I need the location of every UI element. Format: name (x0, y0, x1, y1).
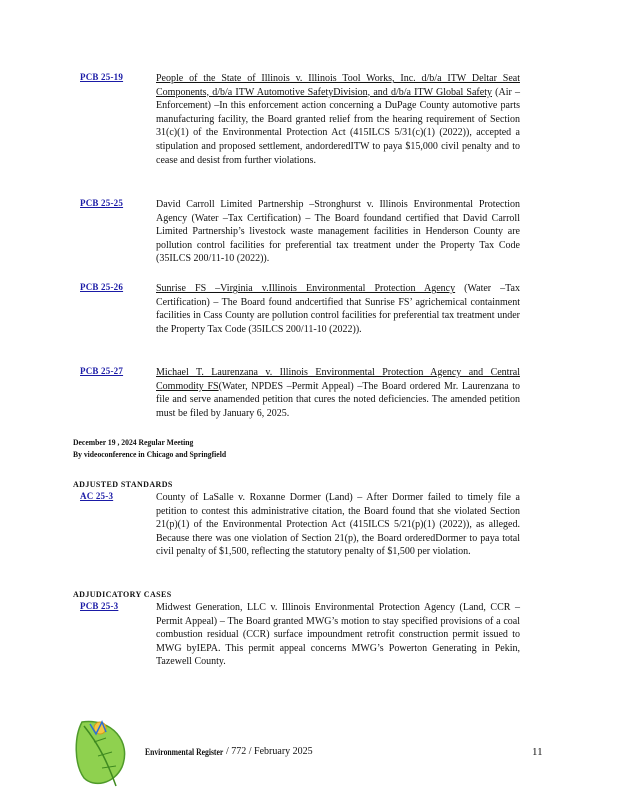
case-link-pcb-25-19[interactable]: PCB 25-19 (80, 72, 124, 82)
case-title: Michael T. Laurenzana v. Illinois Environmental Protection Agency and Central Commodity FS (156, 367, 520, 392)
meeting-location: By videoconference in Chicago and Springfield (73, 449, 227, 459)
case-text: (Air –Enforcement) –In this enforcement action concerning a DuPage County automotive parts manufacturing facility, the Board granted relief from the hearing requirement of Section 31(c)(1) of the Environmental Protection Act (415ILCS 5/31(c)(1) (2022)), accepted a stipulation and proposed settlement, andorderedITW to paya $15,000 civil penalty and to cease and desist from further violations. (156, 86, 521, 166)
case-entry-pcb-25-27 (80, 366, 520, 420)
section-heading-adjusted-standards: ADJUSTED STANDARDS (73, 480, 173, 489)
section-heading-adjudicatory-cases: ADJUDICATORY CASES (73, 590, 172, 599)
case-text: David Carroll Limited Partnership –Stronghurst v. Illinois Environmental Protection Agency (Water –Tax Certification) – The Board foundand certified that David Carroll Limited Partnership’s livestock waste management facilities in Henderson County are pollution control facilities for preferential tax treatment under the Property Tax Code (35ILCS 200/11-10 (2022)). (156, 199, 520, 265)
page-number: 11 (532, 746, 543, 758)
case-link-pcb-25-26[interactable]: PCB 25-26 (80, 282, 124, 292)
case-entry-pcb-25-26 (80, 282, 520, 336)
case-entry-ac-25-3 (80, 491, 520, 559)
case-summary (156, 366, 520, 420)
case-summary (156, 282, 520, 336)
case-link-ac-25-3[interactable]: AC 25-3 (80, 491, 114, 501)
case-summary (156, 72, 520, 167)
case-text: County of LaSalle v. Roxanne Dormer (Land) – After Dormer failed to timely file a petition to contest this administrative citation, the Board found that she violated Section 21(p)(1) of the Environmental Protection Act (415ILCS 5/21(p)(1) (2022)), as alleged. Because there was one violation of Section 21(p), the Board orderedDormer to paya total civil penalty of $1,500, reflecting the statutory penalty of $1,500 per violation. (156, 492, 520, 558)
case-entry-pcb-25-3 (80, 601, 520, 669)
case-link-pcb-25-27[interactable]: PCB 25-27 (80, 366, 124, 376)
footer-title: Environmental Register (145, 747, 224, 757)
case-title: Sunrise FS –Virginia v.Illinois Environmental Protection Agency (156, 283, 456, 294)
meeting-date: December 19 , 2024 Regular Meeting (73, 437, 194, 447)
page-footer (0, 740, 618, 780)
case-summary (156, 601, 520, 669)
case-entry-pcb-25-19 (80, 72, 520, 167)
case-link-pcb-25-3[interactable]: PCB 25-3 (80, 601, 119, 611)
case-title: People of the State of Illinois v. Illinois Tool Works, Inc. d/b/a ITW Deltar Seat Components, d/b/a ITW Automotive SafetyDivision, and d/b/a ITW Global Safety (156, 73, 520, 98)
case-entry-pcb-25-25 (80, 198, 520, 266)
case-text: (Water, NPDES –Permit Appeal) –The Board ordered Mr. Laurenzana to file and serve anamended petition that cures the noted deficiencies. The amended petition must be filed by January 6, 2025. (156, 380, 521, 419)
meeting-header (73, 436, 226, 460)
case-summary (156, 198, 520, 266)
case-text: Midwest Generation, LLC v. Illinois Environmental Protection Agency (Land, CCR –Permit Appeal) – The Board granted MWG’s motion to stay specified provisions of a coal combustion residual (CCR) surface impoundment retrofit construction permit issued to MWG byIEPA. This permit appeal concerns MWG’s Powerton Generating in Pekin, Tazewell County. (156, 602, 520, 668)
case-text: (Water –Tax Certification) – The Board found andcertified that Sunrise FS’ agrichemical containment facilities in Cass County are pollution control facilities for preferential tax treatment under the Property Tax Code (35ILCS 200/11-10 (2022)). (156, 283, 520, 335)
case-link-pcb-25-25[interactable]: PCB 25-25 (80, 198, 124, 208)
footer-issue: / 772 / February 2025 (226, 746, 313, 757)
case-summary (156, 491, 520, 559)
